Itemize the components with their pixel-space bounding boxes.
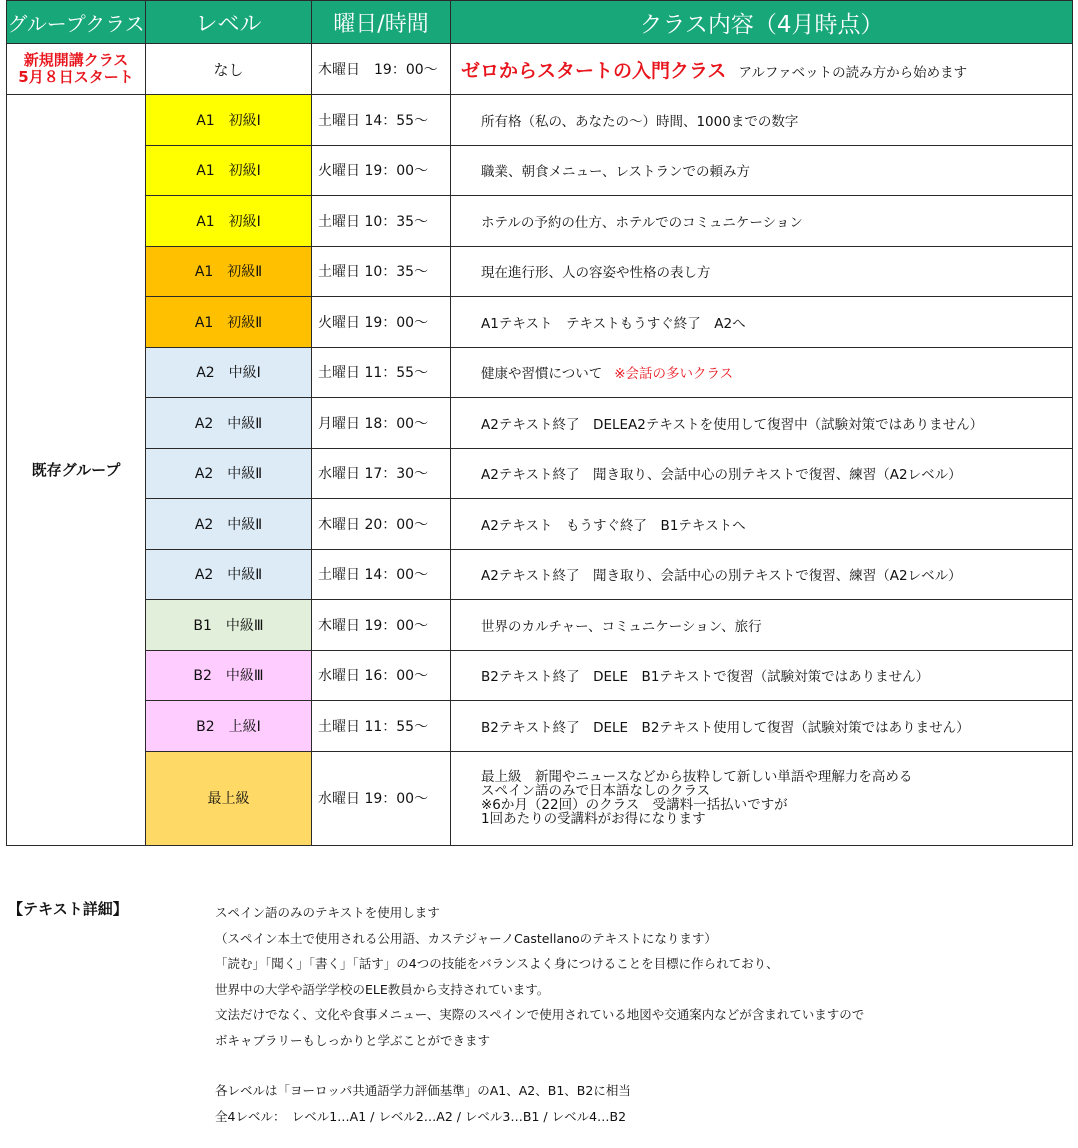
- class-schedule-table: [6, 0, 1073, 846]
- level-cell: 最上級: [146, 751, 312, 845]
- content-cell: 所有格（私の、あなたの〜）時間、1000までの数字: [451, 95, 1073, 146]
- table-row-top-level: [7, 751, 1073, 845]
- table-row: [7, 650, 1073, 701]
- time-cell: 木曜日 20：00〜: [312, 499, 451, 550]
- table-row: [7, 297, 1073, 348]
- header-content: クラス内容（4月時点）: [451, 1, 1073, 44]
- table-row-new-class: [7, 44, 1073, 95]
- content-cell: 世界のカルチャー、コミュニケーション、旅行: [451, 600, 1073, 651]
- level-cell: B2 中級Ⅲ: [146, 650, 312, 701]
- content-cell: [451, 751, 1073, 845]
- level-cell: A1 初級Ⅱ: [146, 246, 312, 297]
- detail-line: （スペイン本土で使用される公用語、カステジャーノCastellanoのテキストになります）: [215, 930, 717, 946]
- level-cell: A2 中級Ⅱ: [146, 448, 312, 499]
- new-class-label: [7, 44, 146, 95]
- level-cell: A1 初級Ⅰ: [146, 145, 312, 196]
- level-cell: A2 中級Ⅱ: [146, 398, 312, 449]
- header-time: 曜日/時間: [312, 1, 451, 44]
- time-cell: 木曜日 19：00〜: [312, 600, 451, 651]
- content-cell: A1テキスト テキストもうすぐ終了 A2へ: [451, 297, 1073, 348]
- level-cell: A1 初級Ⅱ: [146, 297, 312, 348]
- content-line: スペイン語のみで日本語なしのクラス: [481, 783, 711, 799]
- table-row: [7, 145, 1073, 196]
- time-cell: 水曜日 19：00〜: [312, 751, 451, 845]
- table-row: [7, 398, 1073, 449]
- content-cell: A2テキスト終了 聞き取り、会話中心の別テキストで復習、練習（A2レベル）: [451, 448, 1073, 499]
- content-note: ※会話の多いクラス: [614, 366, 734, 383]
- time-cell: 土曜日 14：00〜: [312, 549, 451, 600]
- time-cell: 土曜日 11：55〜: [312, 347, 451, 398]
- level-equivalence-line: 各レベルは「ヨーロッパ共通語学力評価基準」のA1、A2、B1、B2に相当: [215, 1083, 631, 1098]
- table-header-row: [7, 1, 1073, 44]
- spacer: [215, 1053, 864, 1078]
- time-cell: 月曜日 18：00〜: [312, 398, 451, 449]
- content-cell: ホテルの予約の仕方、ホテルでのコミュニケーション: [451, 196, 1073, 247]
- level-cell: A1 初級Ⅰ: [146, 95, 312, 146]
- table-row: [7, 95, 1073, 146]
- new-class-content: [451, 44, 1073, 95]
- time-cell: 火曜日 19：00〜: [312, 145, 451, 196]
- table-row: [7, 549, 1073, 600]
- header-level: レベル: [146, 1, 312, 44]
- time-cell: 土曜日 14：55〜: [312, 95, 451, 146]
- detail-line: ボキャブラリーもしっかりと学ぶことができます: [215, 1032, 491, 1048]
- level-cell: B2 上級Ⅰ: [146, 701, 312, 752]
- text-details-label: 【テキスト詳細】: [8, 900, 128, 918]
- table-row: [7, 499, 1073, 550]
- new-class-label-line2: 5月８日スタート: [18, 68, 134, 86]
- table-row: [7, 196, 1073, 247]
- time-cell: 土曜日 10：35〜: [312, 246, 451, 297]
- level-list-line: 全4レベル： レベル1…A1 / レベル2…A2 / レベル3…B1 / レベル4…B2: [215, 1108, 627, 1124]
- table-row: [7, 347, 1073, 398]
- level-cell: A2 中級Ⅱ: [146, 549, 312, 600]
- new-class-description: アルファベットの読み方から始めます: [738, 64, 968, 81]
- content-line: ※6か月（22回）のクラス 受講料一括払いですが: [481, 797, 788, 813]
- table-row: [7, 448, 1073, 499]
- content-cell: B2テキスト終了 DELE B2テキスト使用して復習（試験対策ではありません）: [451, 701, 1073, 752]
- content-cell: A2テキスト終了 聞き取り、会話中心の別テキストで復習、練習（A2レベル）: [451, 549, 1073, 600]
- time-cell: 火曜日 19：00〜: [312, 297, 451, 348]
- detail-line: 世界中の大学や語学学校のELE教員から支持されています。: [215, 981, 550, 997]
- content-line: 1回あたりの受講料がお得になります: [481, 811, 706, 827]
- level-cell: B1 中級Ⅲ: [146, 600, 312, 651]
- header-group: グループクラス: [7, 1, 146, 44]
- content-line: 最上級 新聞やニュースなどから抜粋して新しい単語や理解力を高める: [481, 769, 913, 785]
- time-cell: 土曜日 11：55〜: [312, 701, 451, 752]
- table-row: [7, 701, 1073, 752]
- new-class-level: なし: [146, 44, 312, 95]
- content-cell: 職業、朝食メニュー、レストランでの頼み方: [451, 145, 1073, 196]
- level-cell: A1 初級Ⅰ: [146, 196, 312, 247]
- time-cell: 土曜日 10：35〜: [312, 196, 451, 247]
- content-cell: B2テキスト終了 DELE B1テキストで復習（試験対策ではありません）: [451, 650, 1073, 701]
- detail-line: 「読む」「聞く」「書く」「話す」の4つの技能をバランスよく身につけることを目標に作られており、: [215, 956, 779, 971]
- content-cell: A2テキスト もうすぐ終了 B1テキストへ: [451, 499, 1073, 550]
- time-cell: 水曜日 17：30〜: [312, 448, 451, 499]
- detail-line: 文法だけでなく、文化や食事メニュー、実際のスペインで使用されている地図や交通案内などが含まれていますので: [215, 1007, 865, 1022]
- table-row: [7, 246, 1073, 297]
- content-cell: 現在進行形、人の容姿や性格の表し方: [451, 246, 1073, 297]
- new-class-time: 木曜日 19：00〜: [312, 44, 451, 95]
- table-row: [7, 600, 1073, 651]
- content-text: 健康や習慣について: [481, 366, 603, 383]
- time-cell: 水曜日 16：00〜: [312, 650, 451, 701]
- detail-line: スペイン語のみのテキストを使用します: [215, 905, 440, 920]
- level-cell: A2 中級Ⅰ: [146, 347, 312, 398]
- text-details-body: [215, 900, 864, 1129]
- content-cell: A2テキスト終了 DELEA2テキストを使用して復習中（試験対策ではありません）: [451, 398, 1073, 449]
- existing-group-label: 既存グループ: [7, 95, 146, 846]
- level-cell: A2 中級Ⅱ: [146, 499, 312, 550]
- new-class-highlight: ゼロからスタートの入門クラス: [461, 59, 727, 82]
- new-class-label-line1: 新規開講クラス: [23, 51, 129, 69]
- content-cell: [451, 347, 1073, 398]
